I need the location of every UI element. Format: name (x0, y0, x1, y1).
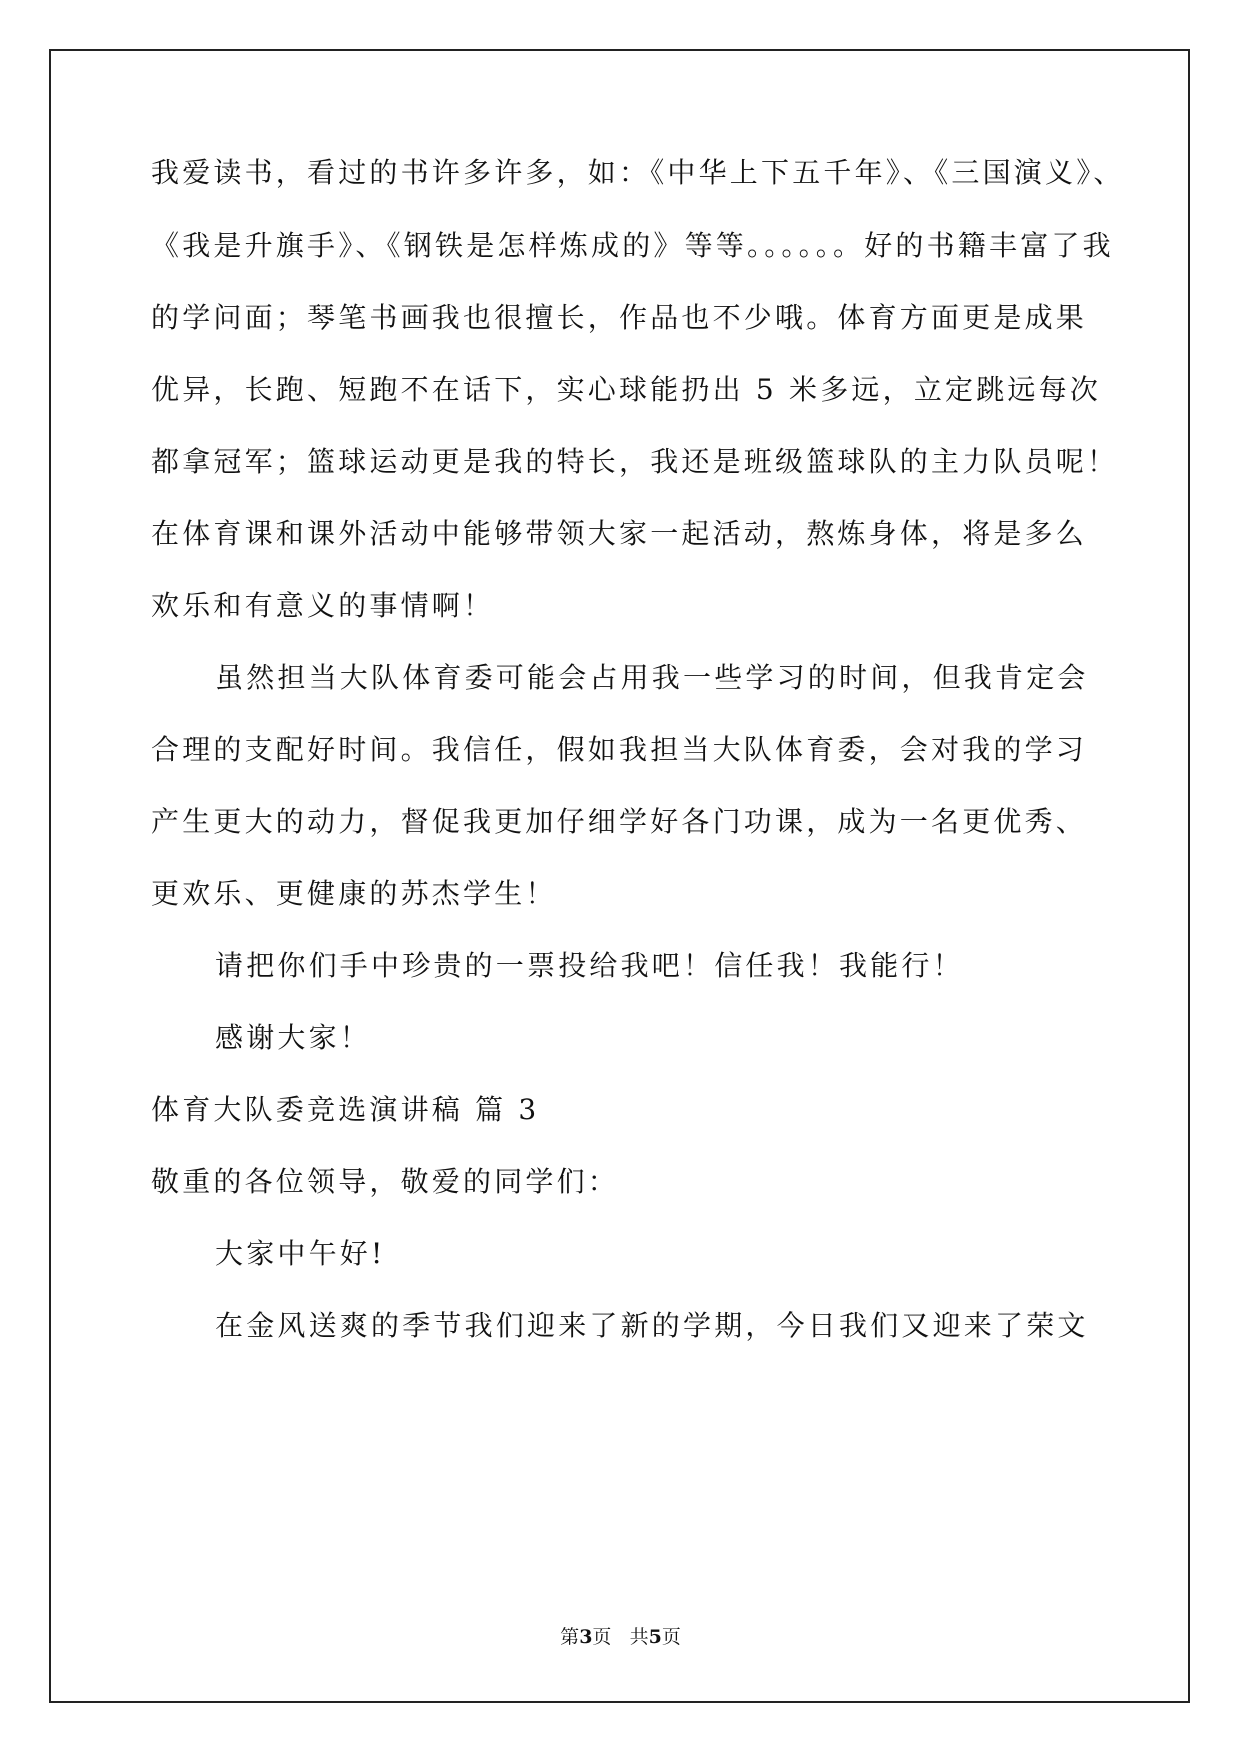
greeting-line: 大家中午好! (215, 1237, 386, 1270)
footer-page-total: 5 (648, 1626, 662, 1648)
body-line-3: 的学问面；琴笔书画我也很擅长，作品也不少哦。体育方面更是成果 (151, 301, 1088, 334)
footer-page-prefix: 第 (560, 1626, 580, 1648)
body-line-10: 产生更大的动力，督促我更加仔细学好各门功课，成为一名更优秀、 (151, 805, 1088, 838)
body-line-4: 优异，长跑、短跑不在话下，实心球能扔出 5 米多远，立定跳远每次 (151, 373, 1102, 406)
body-line-9: 合理的支配好时间。我信任，假如我担当大队体育委，会对我的学习 (151, 733, 1088, 766)
body-line-13: 感谢大家！ (215, 1021, 372, 1054)
footer-page-suffix: 页 (592, 1626, 612, 1648)
page-footer (0, 1625, 1241, 1649)
body-line-5: 都拿冠军；篮球运动更是我的特长，我还是班级篮球队的主力队员呢！ (151, 445, 1119, 478)
body-line-12: 请把你们手中珍贵的一票投给我吧！信任我！我能行！ (215, 949, 964, 982)
footer-total-prefix: 共 (629, 1626, 649, 1648)
footer-page-current: 3 (579, 1626, 593, 1648)
body-line-11: 更欢乐、更健康的苏杰学生！ (151, 877, 557, 910)
body-line-6: 在体育课和课外活动中能够带领大家一起活动，熬炼身体，将是多么 (151, 517, 1088, 550)
body-line-2: 《我是升旗手》、《钢铁是怎样炼成的》等等。。。。。。好的书籍丰富了我 (151, 229, 1114, 262)
footer-total-suffix: 页 (661, 1626, 681, 1648)
body-line-17: 在金风送爽的季节我们迎来了新的学期，今日我们又迎来了荣文 (215, 1309, 1089, 1342)
salutation-line: 敬重的各位领导，敬爱的同学们： (151, 1165, 620, 1198)
body-line-1: 我爱读书，看过的书许多许多，如：《中华上下五千年》、《三国演义》、 (151, 156, 1125, 189)
section-heading: 体育大队委竞选演讲稿 篇 3 (151, 1093, 540, 1126)
body-line-8: 虽然担当大队体育委可能会占用我一些学习的时间，但我肯定会 (215, 661, 1089, 694)
body-line-7: 欢乐和有意义的事情啊！ (151, 589, 495, 622)
